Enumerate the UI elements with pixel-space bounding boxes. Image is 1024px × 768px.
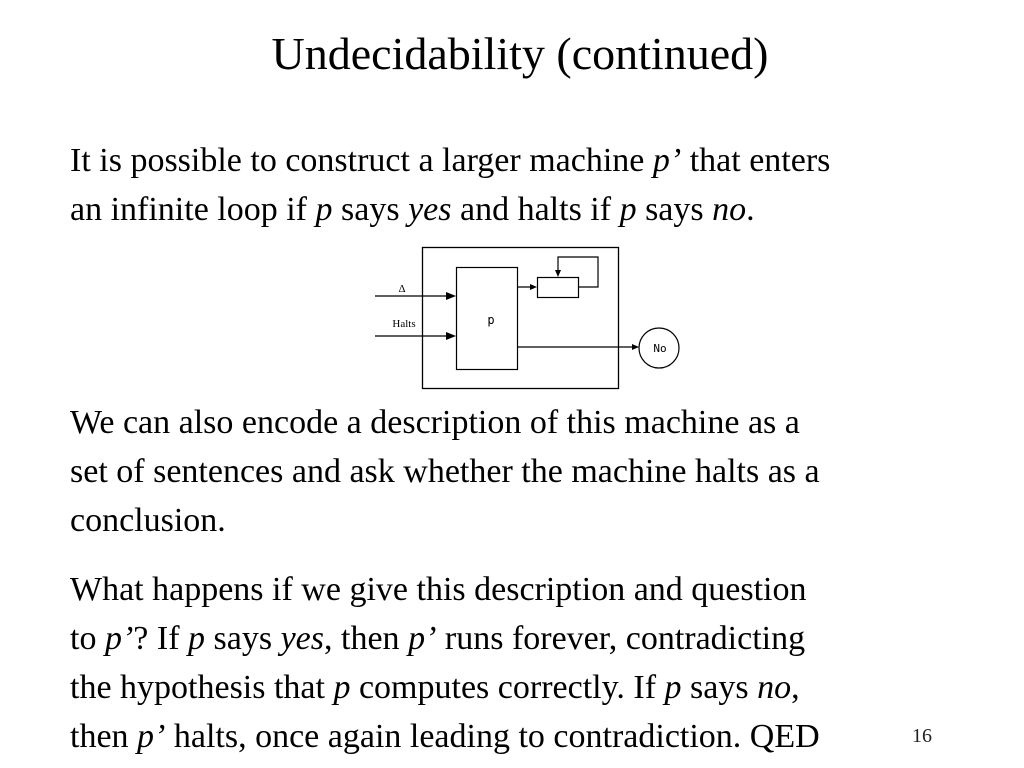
machine-p-prime: p’	[408, 620, 437, 657]
answer-no: no	[757, 669, 792, 706]
arrow-head	[530, 284, 537, 290]
machine-p-prime: p’	[104, 620, 134, 657]
text-run: and halts if	[451, 191, 620, 228]
paragraph-line	[70, 614, 820, 663]
paragraph-encode	[70, 398, 820, 545]
arrow-head	[446, 292, 456, 300]
machine-p-prime: p’	[137, 718, 166, 755]
slide-number: 16	[912, 725, 932, 747]
paragraph-construction	[70, 136, 830, 234]
text-run: runs forever, contradicting	[436, 620, 806, 657]
arrow-head	[446, 332, 456, 340]
text-run: halts, once again leading to contradiction. QED	[165, 718, 820, 755]
text-run: then	[70, 718, 138, 755]
machine-p: p	[188, 620, 206, 657]
answer-yes: yes	[280, 620, 325, 657]
paragraph-line: We can also encode a description of this machine as a	[70, 404, 800, 441]
paragraph-line	[70, 136, 830, 185]
paragraph-line: set of sentences and ask whether the machine halts as a	[70, 453, 820, 490]
machine-p-label: p	[487, 313, 495, 327]
arrow-head	[632, 344, 639, 350]
input-halts-label: Halts	[392, 318, 416, 330]
machine-p-prime: p’	[652, 142, 682, 179]
text-run: ,	[791, 669, 800, 706]
text-run: says	[332, 191, 409, 228]
no-output-label: No	[653, 342, 667, 355]
machine-p: p	[619, 191, 637, 228]
paragraph-line: conclusion.	[70, 502, 226, 539]
paragraph-line	[70, 185, 830, 234]
machine-p: p	[315, 191, 333, 228]
text-run: the hypothesis that	[70, 669, 334, 706]
paragraph-line	[70, 565, 820, 614]
text-run: says	[681, 669, 758, 706]
input-delta-label: Δ	[398, 283, 406, 295]
machine-p: p	[333, 669, 351, 706]
slide-title: Undecidability (continued)	[271, 28, 769, 79]
text-run: says	[205, 620, 281, 657]
text-run: says	[636, 191, 713, 228]
text-run: computes correctly. If	[350, 669, 665, 706]
loop-box	[538, 278, 579, 298]
outer-machine-box	[423, 248, 619, 389]
text-run: It is possible to construct a larger machine	[70, 142, 653, 179]
text-run: to	[70, 620, 105, 657]
text-run: What happens if we give this description and question	[70, 571, 807, 608]
text-run: an infinite loop if	[70, 191, 316, 228]
paragraph-contradiction	[70, 565, 820, 761]
text-run: ? If	[133, 620, 189, 657]
text-run: .	[746, 191, 755, 228]
paragraph-line	[70, 663, 820, 712]
answer-no: no	[712, 191, 747, 228]
answer-yes: yes	[408, 191, 452, 228]
text-run: , then	[324, 620, 409, 657]
machine-p: p	[664, 669, 682, 706]
paragraph-line	[70, 712, 820, 761]
text-run: that enters	[681, 142, 831, 179]
arrow-head	[555, 270, 561, 277]
machine-diagram	[370, 240, 690, 395]
